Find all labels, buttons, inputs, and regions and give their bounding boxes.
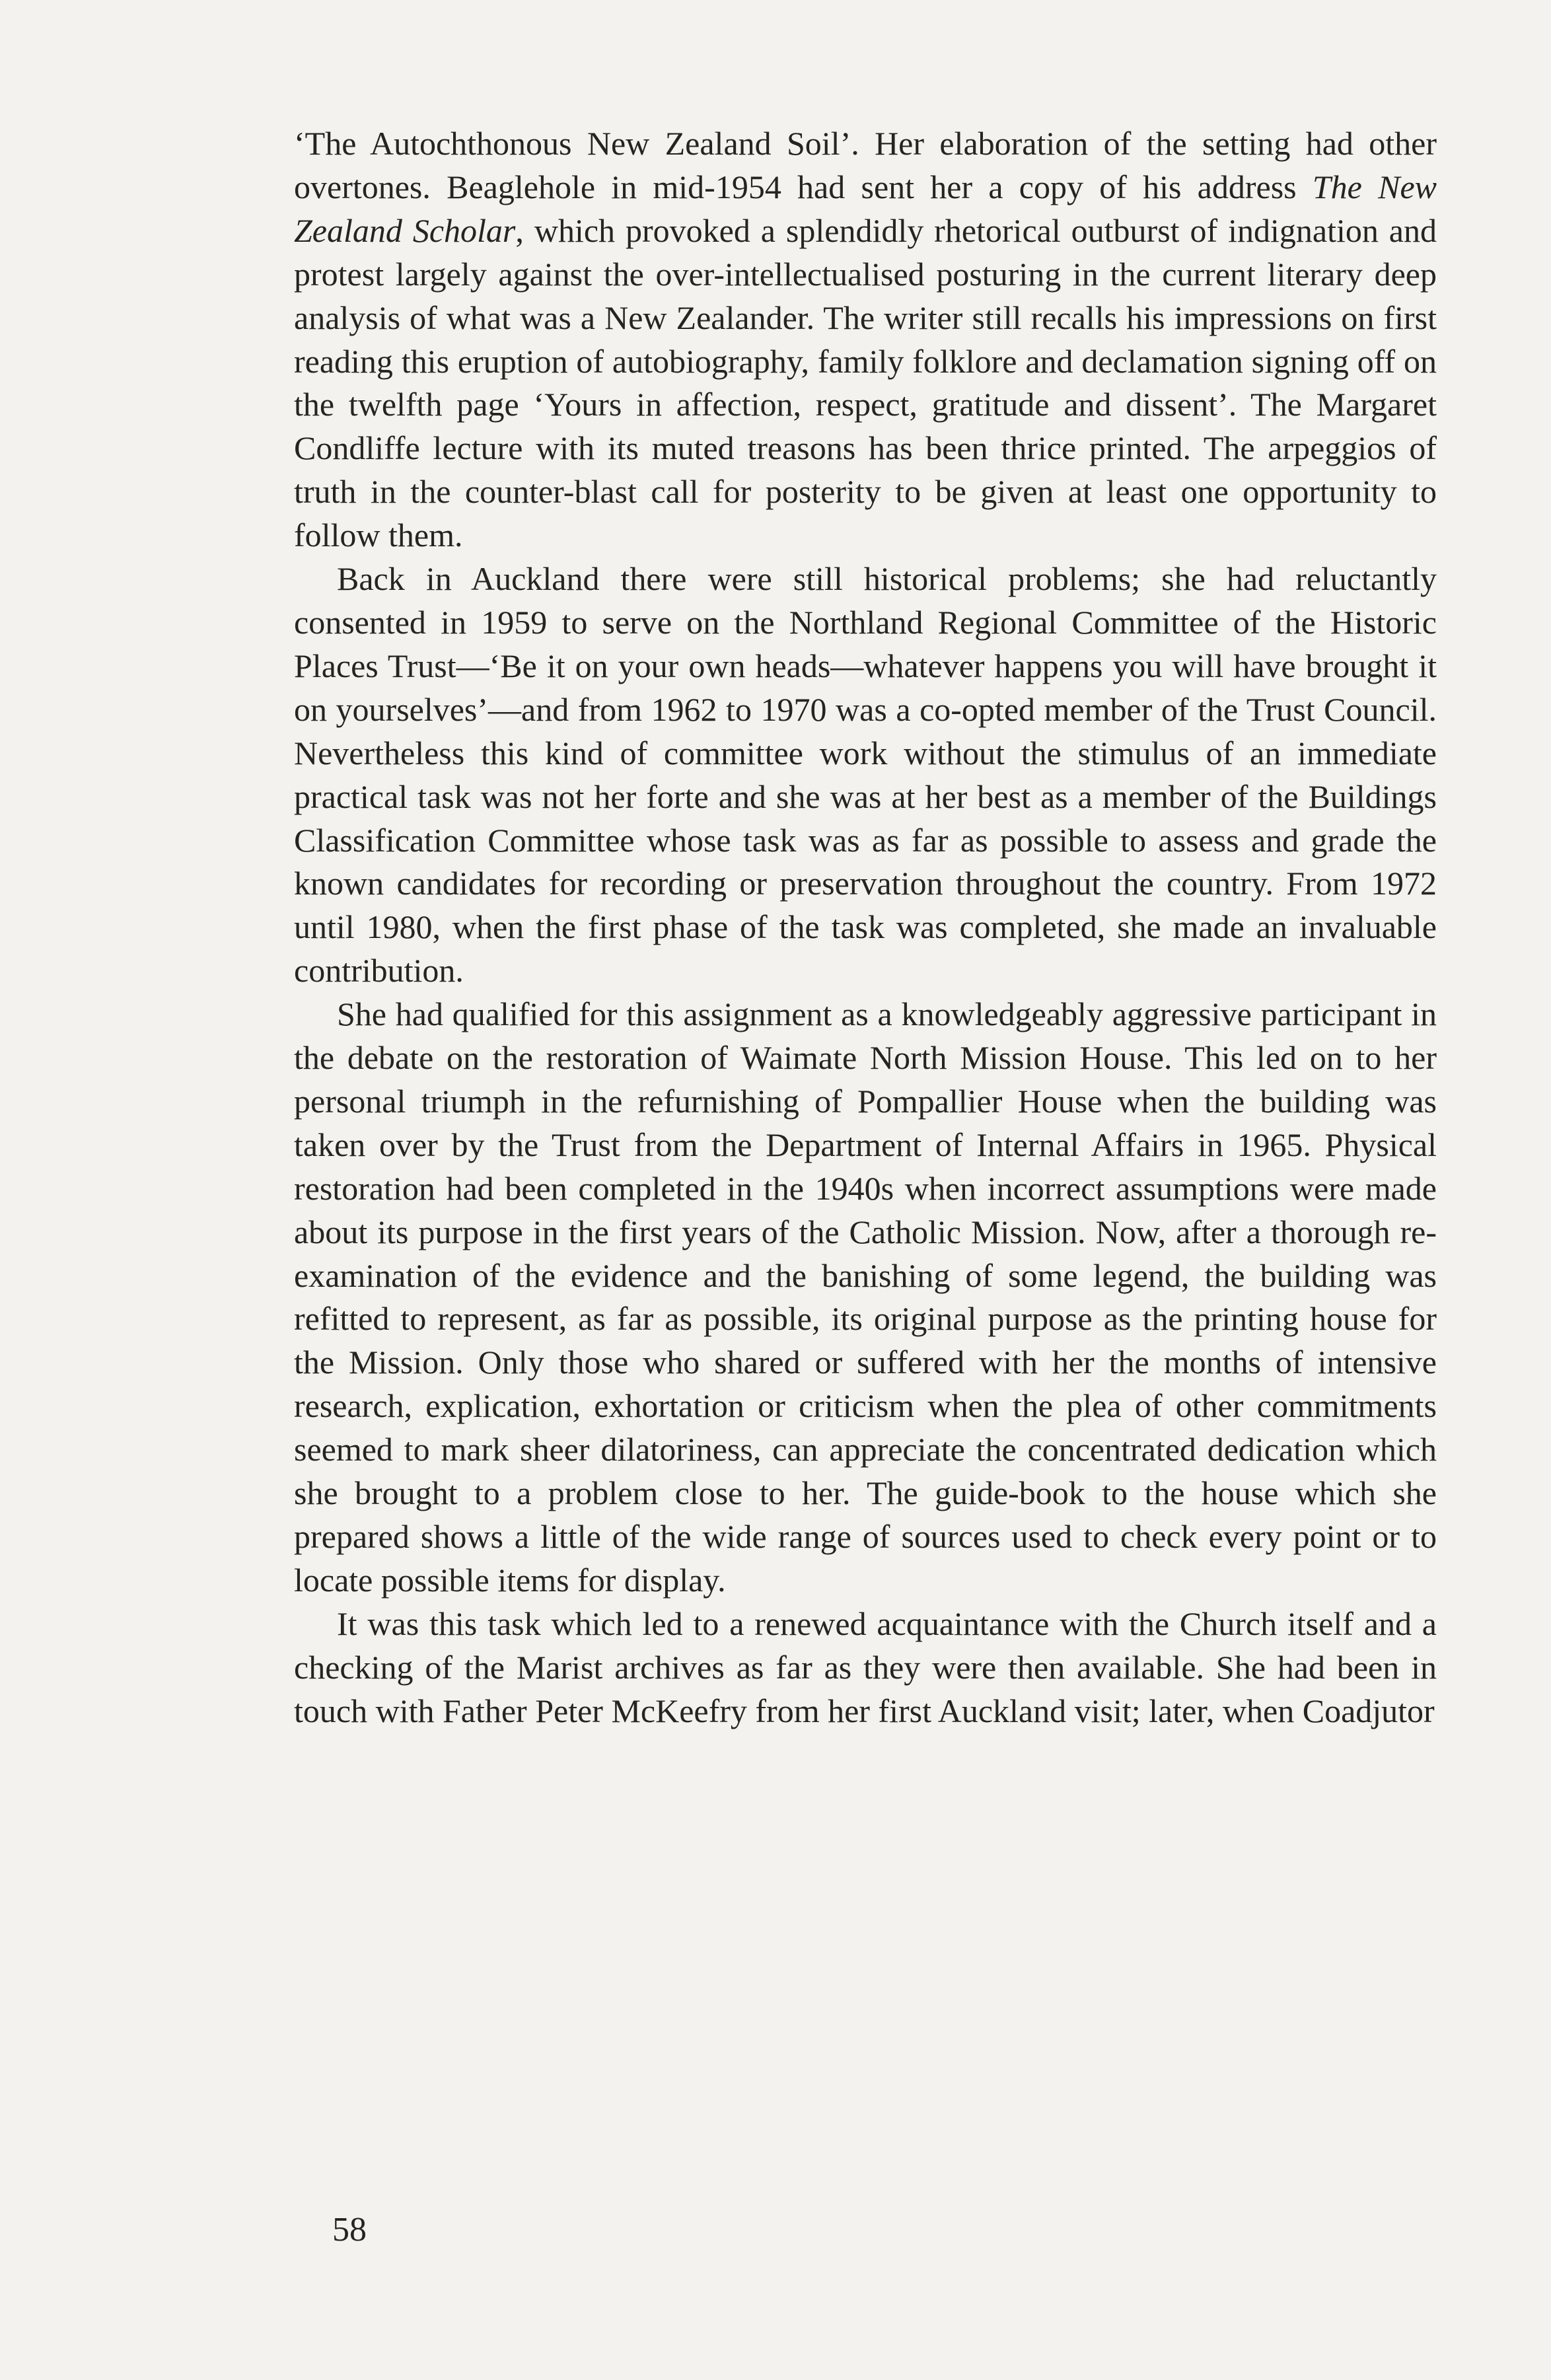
paragraph-3: [294, 993, 1437, 1603]
body-text: [294, 122, 1437, 1733]
scholar-title-italic: The New Zealand Scholar: [294, 168, 1437, 249]
paragraph-2-text: Back in Auckland there were still historical problems; she had reluctantly consented in 1959 to serve on the Northland Regional Committee of the Historic Places Trust—‘Be it on your own heads—whatever happens you will have brought it on yourselves’—and from 1962 to 1970 was a co-opted member of the Trust Council. Nevertheless this kind of committee work without the stimulus of an immediate practical task was not her forte and she was at her best as a member of the Buildings Classification Committee whose task was as far as possible to assess and grade the known candidates for recording or preservation throughout the country. From 1972 until 1980, when the first phase of the task was completed, she made an invaluable contribution.: [294, 560, 1437, 990]
page-number: 58: [332, 2211, 367, 2249]
paragraph-1-text-a: ‘The Autochthonous New Zealand Soil’. Her elaboration of the setting had other overtones. Beaglehole in mid-1954 had sent her a copy of his address: [294, 125, 1437, 205]
paragraph-2: [294, 558, 1437, 993]
paragraph-1: [294, 122, 1437, 558]
paragraph-3-text: She had qualified for this assignment as a knowledgeably aggressive participant in the debate on the restoration of Waimate North Mission House. This led on to her personal triumph in the refurnishing of Pompallier House when the building was taken over by the Trust from the Department of Internal Affairs in 1965. Physical restoration had been completed in the 1940s when incorrect assumptions were made about its purpose in the first years of the Catholic Mission. Now, after a thorough re-examination of the evidence and the banishing of some legend, the building was refitted to represent, as far as possible, its original purpose as the printing house for the Mission. Only those who shared or suffered with her the months of intensive research, explication, exhortation or criticism when the plea of other commitments seemed to mark sheer dilatoriness, can appreciate the concentrated dedication which she brought to a problem close to her. The guide-book to the house which she prepared shows a little of the wide range of sources used to check every point or to locate possible items for display.: [294, 995, 1437, 1599]
paragraph-1-text-b: , which provoked a splendidly rhetorical outburst of indignation and protest largely against the over-intellectualised posturing in the current literary deep analysis of what was a New Zealander. The writer still recalls his impressions on first reading this eruption of autobiography, family folklore and declamation signing off on the twelfth page ‘Yours in affection, respect, gratitude and dissent’. The Margaret Condliffe lecture with its muted treasons has been thrice printed. The arpeggios of truth in the counter-blast call for posterity to be given at least one opportunity to follow them.: [294, 211, 1437, 554]
paragraph-4-text: It was this task which led to a renewed acquaintance with the Church itself and a checking of the Marist archives as far as they were then available. She had been in touch with Father Peter McKeefry from her first Auckland visit; later, when Coadjutor: [294, 1605, 1437, 1729]
paragraph-4: [294, 1603, 1437, 1733]
